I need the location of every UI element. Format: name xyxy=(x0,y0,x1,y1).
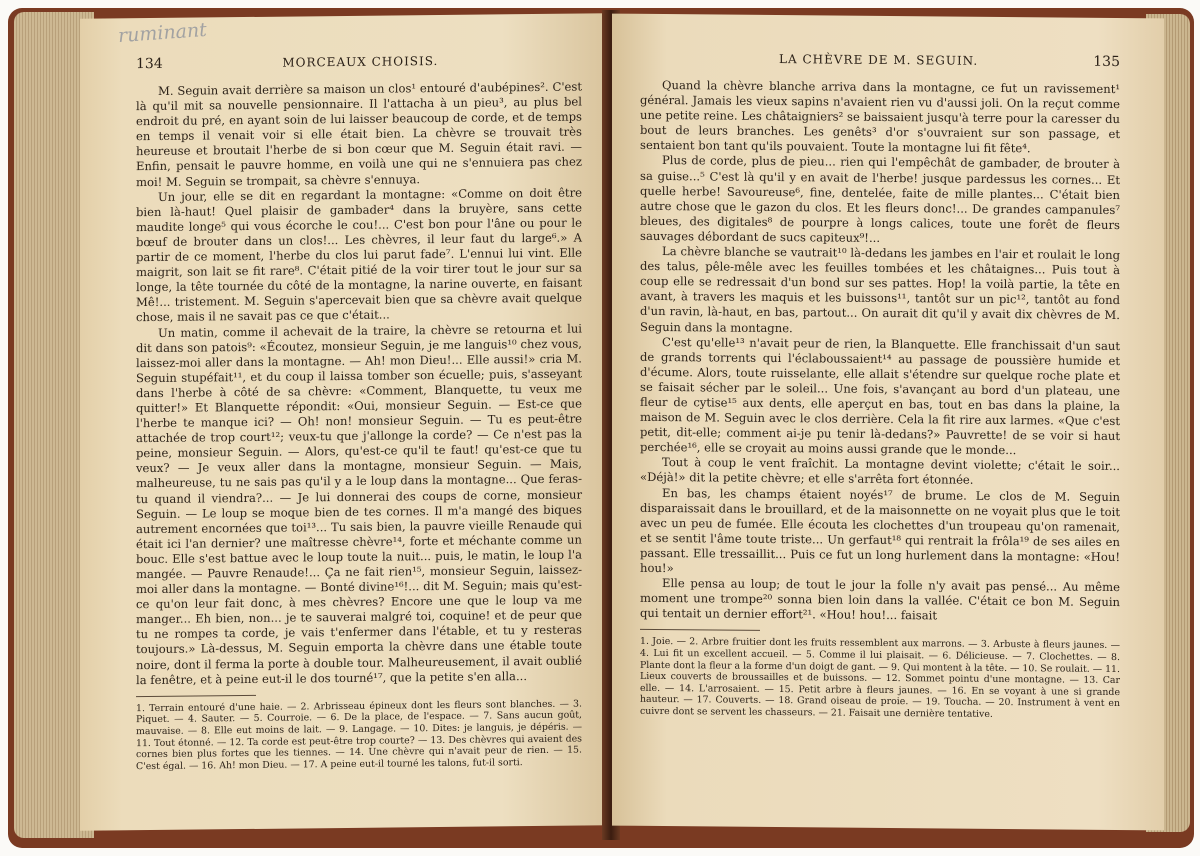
right-page-number: 135 xyxy=(1093,53,1120,71)
paragraph: M. Seguin avait derrière sa maison un clos¹ entouré d'aubépines². C'est là qu'il mit sa nouvelle pensionnaire. Il l'attacha à un pieu³, au plus bel endroit du pré, en ayant soin de lui laisser beaucoup de corde, et de temps en temps il venait voir si elle était bien. La chèvre se trouvait très heureuse et broutait l'herbe de si bon cœur que M. Seguin était ravi. — Enfin, pensait le pauvre homme, en voilà une qui ne s'ennuiera pas chez moi! M. Seguin se trompait, sa chèvre s'ennuya. xyxy=(136,79,582,189)
paragraph: Quand la chèvre blanche arriva dans la montagne, ce fut un ravissement¹ général. Jamais les vieux sapins n'avaient rien vu d'aussi joli. On la reçut comme une petite reine. Les châtaigniers² se baissaient jusqu'à terre pour la caresser du bout de leurs branches. Les genêts³ d'or s'ouvraient sur son passage, et sentaient bon tant qu'ils pouvaient. Toute la montagne lui fit fête⁴. xyxy=(640,78,1120,156)
left-body xyxy=(136,80,582,688)
pencil-annotation: ruminant xyxy=(117,18,208,48)
right-body xyxy=(640,78,1120,626)
footnote-rule xyxy=(640,629,760,631)
right-running-head xyxy=(640,50,1120,70)
right-page-header: LA CHÈVRE DE M. SEGUIN. xyxy=(779,52,979,68)
footnote-rule xyxy=(136,695,256,697)
paragraph: C'est qu'elle¹³ n'avait peur de rien, la Blanquette. Elle franchissait d'un saut de grands torrents qui l'éclaboussaient¹⁴ au passage de poussière humide et d'écume. Alors, toute ruisselante, elle allait s'étendre sur quelque roche plate et se faisait sécher par le soleil... Une fois, s'avançant au bord d'un plateau, une fleur de cytise¹⁵ aux dents, elle aperçut en bas, tout en bas dans la plaine, la maison de M. Seguin avec le clos derrière. Cela la fit rire aux larmes. «Que c'est petit, dit-elle; comment ai-je pu tenir là-dedans?» Pauvrette! de se voir si haut perchée¹⁶, elle se croyait au moins aussi grande que le monde... xyxy=(640,334,1120,458)
left-page xyxy=(80,13,608,831)
right-footnotes: 1. Joie. — 2. Arbre fruitier dont les fruits ressemblent aux marrons. — 3. Arbuste à fleurs jaunes. — 4. Lui fit un excellent accueil. — 5. Comme il lui plaisait. — 6. Délicieuse. — 7. Clochettes. — 8. Plante dont la fleur a la forme d'un doigt de gant. — 9. Qui montent à la tête. — 10. Se roulait. — 11. Lieux couverts de broussailles et de buissons. — 12. Sommet pointu d'une montagne. — 13. Car elle. — 14. L'arrosaient. — 15. Petit arbre à fleurs jaunes. — 16. En se voyant à une si grande hauteur. — 17. Couverts. — 18. Grand oiseau de proie. — 19. Toucha. — 20. Instrument à vent en cuivre dont se servent les chasseurs. — 21. Faisait une dernière tentative. xyxy=(640,636,1120,720)
left-page-header: MORCEAUX CHOISIS. xyxy=(282,54,439,70)
paragraph: Plus de corde, plus de pieu... rien qui l'empêchât de gambader, de brouter à sa guise...⁵ C'est là qu'il y en avait de l'herbe! jusque pardessus les cornes... Et quelle herbe! Savoureuse⁶, fine, dentelée, faite de mille plantes... C'était bien autre chose que le gazon du clos. Et les fleurs donc!... De grandes campanules⁷ bleues, des digitales⁸ de pourpre à longs calices, toute une forêt de fleurs sauvages débordant de sucs capiteux⁹!... xyxy=(640,153,1120,245)
paragraph: Un jour, elle se dit en regardant la montagne: «Comme on doit être bien là-haut! Quel plaisir de gambader⁴ dans la bruyère, sans cette maudite longe⁵ qui vous écorche le cou!... C'est bon pour l'âne ou pour le bœuf de brouter dans un clos!... Les chèvres, il leur faut du large⁶.» A partir de ce moment, l'herbe du clos lui parut fade⁷. L'ennui lui vint. Elle maigrit, son lait se fit rare⁸. C'était pitié de la voir tirer tout le jour sur sa longe, la tête tournée du côté de la montagne, la narine ouverte, en faisant Mê!... tristement. M. Seguin s'apercevait bien que sa chèvre avait quelque chose, mais il ne savait pas ce que c'était... xyxy=(136,185,582,325)
left-running-head xyxy=(136,52,582,73)
paragraph: Tout à coup le vent fraîchit. La montagne devint violette; c'était le soir... «Déjà!» dit la petite chèvre; et elle s'arrêta fort étonnée. xyxy=(640,455,1120,488)
left-footnotes: 1. Terrain entouré d'une haie. — 2. Arbrisseau épineux dont les fleurs sont blanches. — 3. Piquet. — 4. Sauter. — 5. Courroie. — 6. De la place, de l'espace. — 7. Sans aucun goût, mauvaise. — 8. Elle eut moins de lait. — 9. Langage. — 10. Dites: je languis, je dépéris. — 11. Tout étonné. — 12. Ta corde est peut-être trop courte? — 13. Des chèvres qui avaient des cornes bien plus fortes que les tiennes. — 14. Une chèvre qui n'avait peur de rien. — 15. C'est égal. — 16. Ah! mon Dieu. — 17. A peine eut-il tourné les talons, fut-il sorti. xyxy=(136,698,582,772)
paragraph: Elle pensa au loup; de tout le jour la folle n'y avait pas pensé... Au même moment une trompe²⁰ sonna bien loin dans la vallée. C'était ce bon M. Seguin qui tentait un dernier effort²¹. «Hou! hou!... faisait xyxy=(640,576,1120,623)
paragraph: En bas, les champs étaient noyés¹⁷ de brume. Le clos de M. Seguin disparaissait dans le brouillard, et de la maisonnette on ne voyait plus que le toit avec un peu de fumée. Elle écouta les clochettes d'un troupeau qu'on ramenait, et se sentit l'âme toute triste... Un gerfaut¹⁸ qui rentrait la frôla¹⁹ de ses ailes en passant. Elle tressaillit... Puis ce fut un long hurlement dans la montagne: «Hou! hou!» xyxy=(640,485,1120,576)
paragraph: La chèvre blanche se vautrait¹⁰ là-dedans les jambes en l'air et roulait le long des talus, pêle-mêle avec les feuilles tombées et les châtaignes... Puis tout à coup elle se redressait d'un bond sur ses pattes. Hop! la voilà partie, la tête en avant, à travers les maquis et les buissons¹¹, tantôt sur un pic¹², tantôt au fond d'un ravin, là-haut, en bas, partout... On aurait dit qu'il y avait dix chèvres de M. Seguin dans la montagne. xyxy=(640,244,1120,335)
left-page-number: 134 xyxy=(136,55,163,73)
right-page xyxy=(612,14,1164,831)
paragraph: Un matin, comme il achevait de la traire, la chèvre se retourna et lui dit dans son patois⁹: «Écoutez, monsieur Seguin, je me languis¹⁰ chez vous, laissez-moi aller dans la montagne. — Ah! mon Dieu!... Elle aussi!» cria M. Seguin stupéfait¹¹, et du coup il laissa tomber son écuelle; puis, s'asseyant dans l'herbe à côté de sa chèvre: «Comment, Blanquette, tu veux me quitter!» Et Blanquette répondit: «Oui, monsieur Seguin. — Est-ce que l'herbe te manque ici? — Oh! non! monsieur Seguin. — Tu es peut-être attachée de trop court¹²; veux-tu que j'allonge la corde? — Ce n'est pas la peine, monsieur Seguin. — Alors, qu'est-ce qu'il te faut! qu'est-ce que tu veux? — Je veux aller dans la montagne, monsieur Seguin. — Mais, malheureuse, tu ne sais pas qu'il y a le loup dans la montagne... Que feras-tu quand il viendra?... — Je lui donnerai des coups de corne, monsieur Seguin. — Le loup se moque bien de tes cornes. Il m'a mangé des biques autrement encornées que toi¹³... Tu sais bien, la pauvre vieille Renaude qui était ici l'an dernier? une maîtresse chèvre¹⁴, forte et méchante comme un bouc. Elle s'est battue avec le loup toute la nuit... puis, le matin, le loup l'a mangée. — Pauvre Renaude!... Ça ne fait rien¹⁵, monsieur Seguin, laissez-moi aller dans la montagne. — Bonté divine¹⁶!... dit M. Seguin; mais qu'est-ce qu'on leur fait donc, à mes chèvres? Encore une que le loup va me manger... Eh bien, non... je te sauverai malgré toi, coquine! et de peur que tu ne rompes ta corde, je vais t'enfermer dans l'étable, et tu y resteras toujours.» Là-dessus, M. Seguin emporta la chèvre dans une étable toute noire, dont il ferma la porte à double tour. Malheureusement, il avait oublié la fenêtre, et à peine eut-il le dos tourné¹⁷, que la petite s'en alla... xyxy=(136,321,582,687)
